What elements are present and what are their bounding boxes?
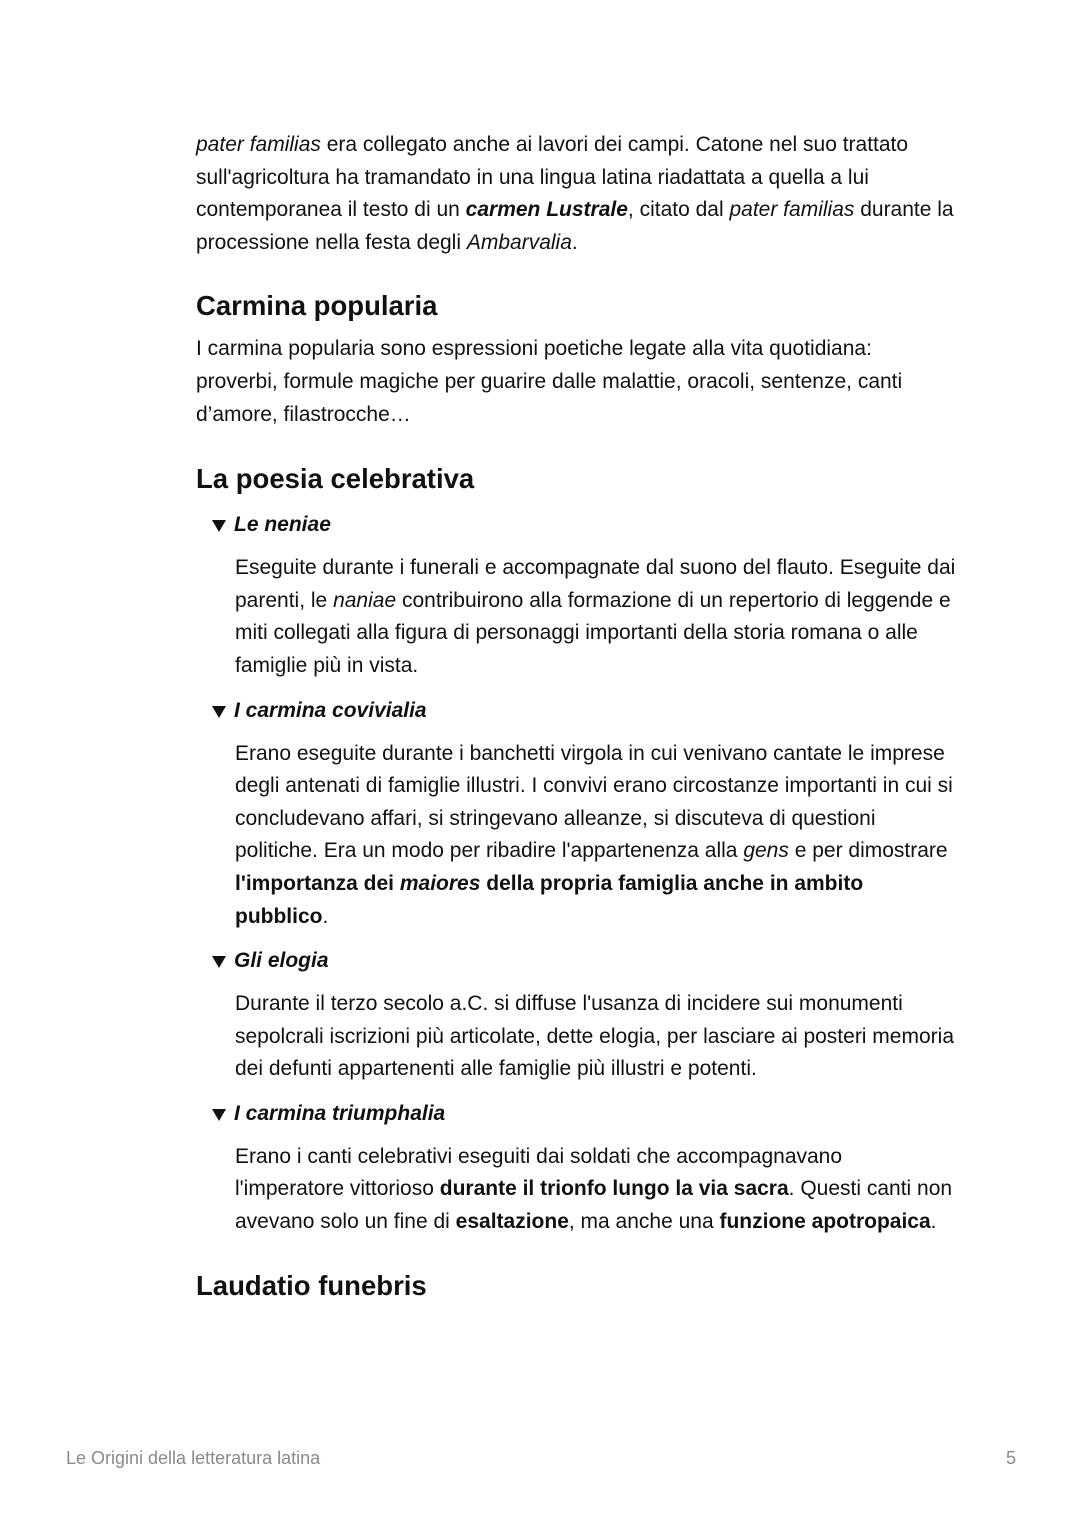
text-span: . Questi canti non avevano solo un fine di [235,1177,953,1234]
toggle-convivialia [212,695,956,934]
toggle-title-neniae: Le neniae [234,513,331,537]
term-naniae: naniae [333,588,397,612]
text-span: . [322,904,329,928]
text-span: Erano i canti celebrativi eseguiti dai soldati che accompagnavano l'imperatore vittorioso [235,1144,843,1201]
intro-term-ambarvalia: Ambarvalia [466,230,572,254]
toggle-header-convivialia[interactable] [212,695,956,727]
text-span: . [930,1210,937,1234]
toggle-elogia [212,945,956,1086]
bold-phrase: l'importanza dei [235,871,400,895]
text-span: contribuirono alla formazione di un repertorio di leggende e miti collegati alla figura di personaggi importanti della storia romana o alle famiglie più in vista. [235,588,951,677]
term-gens: gens [743,839,789,863]
bold-phrase: durante il trionfo lungo la via sacra [439,1177,789,1201]
intro-term-pater-familias: pater familias [196,133,321,156]
page-content [196,128,956,1303]
footer-page-number: 5 [1005,1448,1016,1468]
text-span: Eseguite durante i funerali e accompagnate dal suono del flauto. Eseguite dai parenti, le [235,556,956,612]
heading-poesia-celebrativa: La poesia celebrativa [196,463,475,495]
intro-text: . [571,230,578,254]
toggle-body-triumphalia [235,1141,956,1239]
toggle-triangle-down-icon[interactable] [212,1109,226,1121]
heading-laudatio-funebris: Laudatio funebris [196,1269,427,1301]
toggle-header-triumphalia[interactable] [212,1098,956,1130]
bold-phrase: esaltazione [455,1210,569,1234]
toggle-body-neniae [235,552,956,682]
toggle-triangle-down-icon[interactable] [212,520,226,532]
intro-term-pater-familias-2: pater familias [729,198,855,222]
toggle-body-elogia: Durante il terzo secolo a.C. si diffuse l'usanza di incidere sui monumenti sepolcrali iscrizioni più articolate, dette elogia, per lasciare ai posteri memoria dei defunti appartenenti alle famiglie più illustri e potenti. [235,992,954,1081]
intro-text: durante la processione nella festa degli [196,198,954,254]
intro-term-carmen-lustrale: carmen Lustrale [465,198,628,222]
text-span: Erano eseguite durante i banchetti virgola in cui venivano cantate le imprese degli antenati di famiglie illustri. I convivi erano circostanze importanti in cui si concludevano affari, si stringevano alleanze, si discuteva di questioni politiche. Era un modo per ribadire l'appartenenza alla [235,741,953,863]
toggle-title-triumphalia: I carmina triumphalia [234,1101,446,1125]
bold-phrase: funzione apotropaica [719,1210,931,1234]
toggle-header-neniae[interactable] [212,509,956,541]
text-span: e per dimostrare [788,839,948,863]
toggle-triangle-down-icon[interactable] [212,706,226,718]
toggle-title-elogia: Gli elogia [234,949,329,973]
toggle-triangle-down-icon[interactable] [212,956,226,968]
intro-text: , citato dal [627,198,730,222]
text-span: , ma anche una [568,1210,720,1234]
toggle-body-convivialia [235,738,956,934]
footer-document-title: Le Origini della letteratura latina [66,1448,321,1468]
toggle-neniae [212,509,956,682]
paragraph-carmina-popularia: I carmina popularia sono espressioni poetiche legate alla vita quotidiana: proverbi, formule magiche per guarire dalle malattie, oracoli, sentenze, canti d’amore, filastrocche… [196,337,903,426]
intro-paragraph [196,129,956,259]
toggle-triumphalia [212,1098,956,1239]
toggle-title-convivialia: I carmina covivialia [234,698,427,722]
bold-phrase: della propria famiglia anche in ambito pubblico [235,871,864,928]
toggle-header-elogia[interactable] [212,945,956,977]
heading-carmina-popularia: Carmina popularia [196,290,438,322]
term-maiores: maiores [399,871,481,895]
intro-text: era collegato anche ai lavori dei campi. Catone nel suo trattato sull'agricoltura ha tramandato in una lingua latina riadattata a quella a lui contemporanea il testo di un [196,133,909,222]
